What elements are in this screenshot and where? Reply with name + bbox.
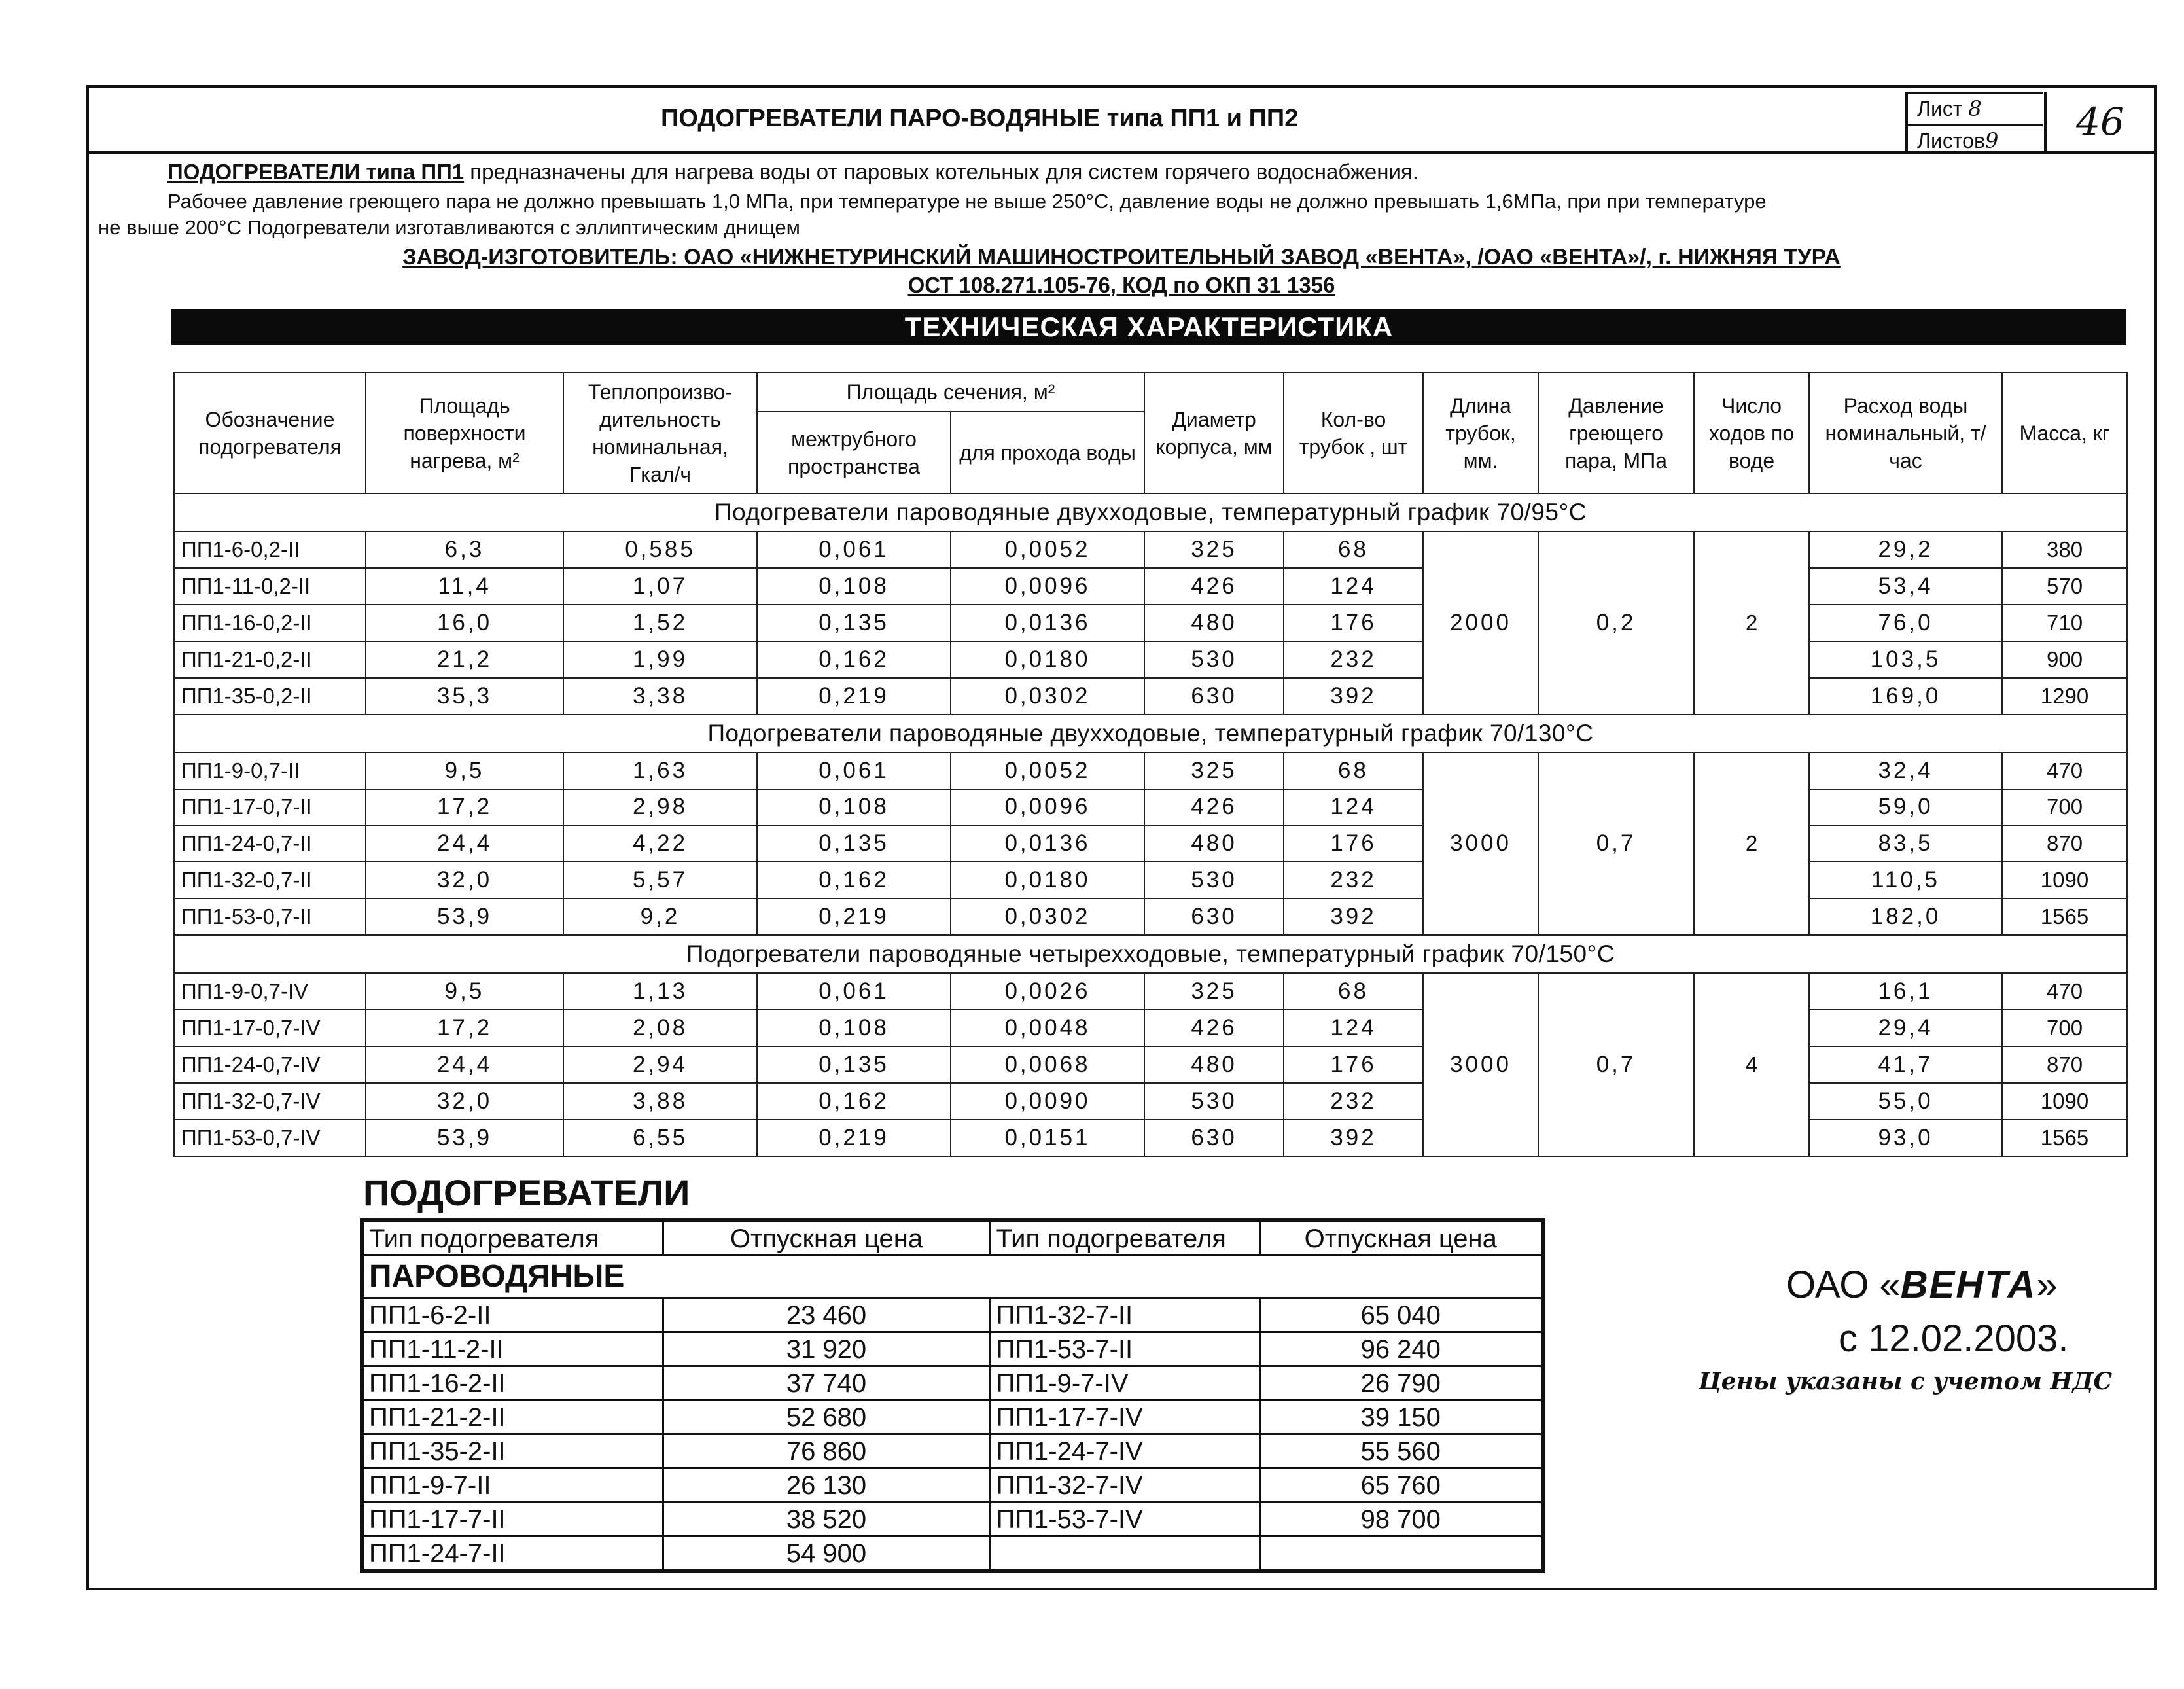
price-type-right (990, 1537, 1259, 1572)
header-area: Площадь поверхности нагрева, м² (366, 372, 563, 493)
group-row (174, 715, 2127, 753)
price-row (362, 1468, 1543, 1502)
cell-flow: 59,0 (1809, 789, 2002, 826)
cell-mass: 870 (2002, 825, 2127, 862)
group-title: Подогреватели пароводяные двухходовые, температурный график 70/95°С (174, 493, 2127, 531)
cell-heat-output: 2,08 (563, 1010, 757, 1046)
cell-designation: ПП1-21-0,2-II (174, 641, 366, 678)
price-table (360, 1218, 1545, 1573)
price-type-right: ПП1-53-7-II (990, 1332, 1259, 1366)
price-type-right: ПП1-32-7-IV (990, 1468, 1259, 1502)
table-row (174, 568, 2127, 605)
cell-water-pass: 0,0052 (951, 531, 1144, 568)
sheet-stamp (1905, 92, 2043, 152)
cell-heat-output: 4,22 (563, 825, 757, 862)
cell-intertube: 0,061 (757, 973, 951, 1010)
cell-mass: 570 (2002, 568, 2127, 605)
table-row (174, 898, 2127, 935)
cell-flow: 182,0 (1809, 898, 2002, 935)
cell-heat-output: 1,63 (563, 753, 757, 789)
cell-heat-output: 1,07 (563, 568, 757, 605)
cell-diameter: 426 (1144, 568, 1284, 605)
sheet-label: Лист (1917, 97, 1963, 120)
cell-length: 3000 (1423, 753, 1538, 936)
intro-line-2: Рабочее давление греющего пара не должно превышать 1,0 МПа, при температуре не выше 250°С, давление воды не должно превышать 1,6МПа, при при температуре (167, 190, 1767, 213)
price-type-left: ПП1-6-2-II (362, 1298, 663, 1332)
cell-intertube: 0,135 (757, 1046, 951, 1083)
price-type-left: ПП1-24-7-II (362, 1537, 663, 1572)
price-value-right: 26 790 (1259, 1366, 1543, 1400)
cell-tubes: 124 (1284, 1010, 1423, 1046)
cell-diameter: 630 (1144, 1120, 1284, 1156)
table-row (174, 973, 2127, 1010)
cell-tubes: 176 (1284, 605, 1423, 641)
cell-mass: 1565 (2002, 1120, 2127, 1156)
price-value-left: 76 860 (663, 1434, 990, 1468)
cell-diameter: 325 (1144, 973, 1284, 1010)
cell-flow: 16,1 (1809, 973, 2002, 1010)
cell-heat-output: 6,55 (563, 1120, 757, 1156)
price-value-left: 38 520 (663, 1502, 990, 1537)
cell-area: 32,0 (366, 1083, 563, 1120)
cell-area: 11,4 (366, 568, 563, 605)
cell-mass: 700 (2002, 789, 2127, 826)
cell-pressure: 0,7 (1538, 753, 1694, 936)
table-row (174, 531, 2127, 568)
page-number: 46 (2044, 92, 2154, 152)
cell-area: 17,2 (366, 789, 563, 826)
standard-line: ОСТ 108.271.105-76, КОД по ОКП 31 1356 (907, 273, 1335, 297)
header-pressure: Давление греющего пара, МПа (1538, 372, 1694, 493)
price-row (362, 1434, 1543, 1468)
cell-designation: ПП1-53-0,7-II (174, 898, 366, 935)
cell-tubes: 176 (1284, 1046, 1423, 1083)
cell-heat-output: 2,98 (563, 789, 757, 826)
cell-area: 35,3 (366, 678, 563, 715)
cell-area: 16,0 (366, 605, 563, 641)
price-type-left: ПП1-11-2-II (362, 1332, 663, 1366)
cell-tubes: 68 (1284, 973, 1423, 1010)
cell-length: 2000 (1423, 531, 1538, 715)
group-row (174, 493, 2127, 531)
header-mass: Масса, кг (2002, 372, 2127, 493)
cell-flow: 29,2 (1809, 531, 2002, 568)
cell-tubes: 392 (1284, 898, 1423, 935)
price-value-right (1259, 1537, 1543, 1572)
cell-diameter: 480 (1144, 825, 1284, 862)
cell-passes: 2 (1694, 753, 1809, 936)
intro-purpose: предназначены для нагрева воды от паровых котельных для систем горячего водоснабжения. (464, 160, 1418, 184)
cell-tubes: 124 (1284, 789, 1423, 826)
vendor-prefix: ОАО « (1786, 1264, 1901, 1306)
cell-area: 24,4 (366, 1046, 563, 1083)
vat-note: Цены указаны с учетом НДС (1699, 1368, 2113, 1395)
cell-water-pass: 0,0068 (951, 1046, 1144, 1083)
cell-mass: 700 (2002, 1010, 2127, 1046)
cell-area: 9,5 (366, 753, 563, 789)
cell-designation: ПП1-17-0,7-II (174, 789, 366, 826)
price-value-right: 96 240 (1259, 1332, 1543, 1366)
cell-designation: ПП1-32-0,7-II (174, 862, 366, 898)
cell-tubes: 232 (1284, 1083, 1423, 1120)
cell-designation: ПП1-24-0,7-II (174, 825, 366, 862)
cell-flow: 41,7 (1809, 1046, 2002, 1083)
specification-body (174, 493, 2127, 1156)
cell-flow: 93,0 (1809, 1120, 2002, 1156)
table-row (174, 789, 2127, 826)
price-type-right: ПП1-17-7-IV (990, 1400, 1259, 1434)
sheet-value: 8 (1968, 96, 1982, 121)
header-water-pass: для прохода воды (951, 412, 1144, 493)
table-row (174, 1120, 2127, 1156)
cell-intertube: 0,135 (757, 825, 951, 862)
intro-line-1 (167, 160, 1418, 185)
cell-designation: ПП1-11-0,2-II (174, 568, 366, 605)
manufacturer-line: ЗАВОД-ИЗГОТОВИТЕЛЬ: ОАО «НИЖНЕТУРИНСКИЙ МАШИНОСТРОИТЕЛЬНЫЙ ЗАВОД «ВЕНТА», /ОАО «ВЕНТА»/, г. НИЖНЯЯ ТУРА (402, 245, 1841, 270)
cell-flow: 53,4 (1809, 568, 2002, 605)
price-value-right: 39 150 (1259, 1400, 1543, 1434)
header-diameter: Диаметр корпуса, мм (1144, 372, 1284, 493)
header-heat-output: Теплопроизво-дительность номинальная, Гкал/ч (563, 372, 757, 493)
cell-water-pass: 0,0302 (951, 898, 1144, 935)
cell-mass: 710 (2002, 605, 2127, 641)
cell-diameter: 325 (1144, 531, 1284, 568)
cell-intertube: 0,162 (757, 862, 951, 898)
table-row (174, 1083, 2127, 1120)
cell-heat-output: 2,94 (563, 1046, 757, 1083)
cell-designation: ПП1-9-0,7-IV (174, 973, 366, 1010)
cell-designation: ПП1-53-0,7-IV (174, 1120, 366, 1156)
price-type-right: ПП1-24-7-IV (990, 1434, 1259, 1468)
cell-mass: 1290 (2002, 678, 2127, 715)
group-title: Подогреватели пароводяные четырехходовые, температурный график 70/150°С (174, 935, 2127, 973)
cell-intertube: 0,061 (757, 531, 951, 568)
cell-water-pass: 0,0136 (951, 825, 1144, 862)
price-row (362, 1332, 1543, 1366)
price-type-left: ПП1-16-2-II (362, 1366, 663, 1400)
price-value-right: 65 040 (1259, 1298, 1543, 1332)
intro-line-3: не выше 200°С Подогреватели изготавливаются с эллиптическим днищем (98, 216, 800, 239)
cell-tubes: 176 (1284, 825, 1423, 862)
cell-heat-output: 1,52 (563, 605, 757, 641)
price-row (362, 1366, 1543, 1400)
cell-tubes: 232 (1284, 862, 1423, 898)
price-date: с 12.02.2003. (1839, 1317, 2069, 1360)
cell-intertube: 0,219 (757, 898, 951, 935)
cell-intertube: 0,108 (757, 789, 951, 826)
price-type-left: ПП1-17-7-II (362, 1502, 663, 1537)
cell-flow: 55,0 (1809, 1083, 2002, 1120)
price-header-price-1: Отпускная цена (663, 1220, 990, 1256)
cell-tubes: 68 (1284, 531, 1423, 568)
cell-water-pass: 0,0136 (951, 605, 1144, 641)
header-section-area: Площадь сечения, м² (757, 372, 1144, 412)
cell-flow: 110,5 (1809, 862, 2002, 898)
table-row (174, 825, 2127, 862)
cell-area: 9,5 (366, 973, 563, 1010)
group-title: Подогреватели пароводяные двухходовые, температурный график 70/130°С (174, 715, 2127, 753)
price-header-type-1: Тип подогревателя (362, 1220, 663, 1256)
intro-heading: ПОДОГРЕВАТЕЛИ типа ПП1 (167, 160, 465, 184)
price-value-right: 65 760 (1259, 1468, 1543, 1502)
cell-designation: ПП1-6-0,2-II (174, 531, 366, 568)
cell-heat-output: 3,38 (563, 678, 757, 715)
price-type-left: ПП1-9-7-II (362, 1468, 663, 1502)
price-value-left: 37 740 (663, 1366, 990, 1400)
price-value-left: 23 460 (663, 1298, 990, 1332)
cell-designation: ПП1-24-0,7-IV (174, 1046, 366, 1083)
price-header-type-2: Тип подогревателя (990, 1220, 1259, 1256)
table-row (174, 862, 2127, 898)
cell-mass: 470 (2002, 753, 2127, 789)
price-row (362, 1400, 1543, 1434)
cell-tubes: 68 (1284, 753, 1423, 789)
header-length: Длина трубок, мм. (1423, 372, 1538, 493)
cell-water-pass: 0,0026 (951, 973, 1144, 1010)
cell-area: 24,4 (366, 825, 563, 862)
price-row (362, 1298, 1543, 1332)
header-passes: Число ходов по воде (1694, 372, 1809, 493)
cell-heat-output: 9,2 (563, 898, 757, 935)
specification-table (173, 372, 2128, 1157)
table-row (174, 641, 2127, 678)
cell-mass: 470 (2002, 973, 2127, 1010)
price-row (362, 1502, 1543, 1537)
cell-tubes: 392 (1284, 678, 1423, 715)
cell-diameter: 426 (1144, 789, 1284, 826)
cell-flow: 169,0 (1809, 678, 2002, 715)
cell-intertube: 0,162 (757, 641, 951, 678)
cell-water-pass: 0,0151 (951, 1120, 1144, 1156)
cell-tubes: 392 (1284, 1120, 1423, 1156)
cell-diameter: 630 (1144, 678, 1284, 715)
cell-area: 17,2 (366, 1010, 563, 1046)
cell-water-pass: 0,0090 (951, 1083, 1144, 1120)
cell-diameter: 630 (1144, 898, 1284, 935)
cell-intertube: 0,108 (757, 1010, 951, 1046)
cell-pressure: 0,7 (1538, 973, 1694, 1156)
cell-water-pass: 0,0048 (951, 1010, 1144, 1046)
price-value-left: 31 920 (663, 1332, 990, 1366)
cell-designation: ПП1-35-0,2-II (174, 678, 366, 715)
cell-intertube: 0,061 (757, 753, 951, 789)
cell-diameter: 480 (1144, 1046, 1284, 1083)
cell-diameter: 480 (1144, 605, 1284, 641)
cell-mass: 1090 (2002, 1083, 2127, 1120)
price-row (362, 1537, 1543, 1572)
vendor-suffix: » (2036, 1264, 2058, 1306)
table-row (174, 605, 2127, 641)
cell-intertube: 0,108 (757, 568, 951, 605)
price-type-left: ПП1-21-2-II (362, 1400, 663, 1434)
cell-flow: 83,5 (1809, 825, 2002, 862)
header-intertube: межтрубного пространства (757, 412, 951, 493)
cell-heat-output: 1,99 (563, 641, 757, 678)
cell-water-pass: 0,0302 (951, 678, 1144, 715)
cell-designation: ПП1-16-0,2-II (174, 605, 366, 641)
table-row (174, 753, 2127, 789)
cell-area: 6,3 (366, 531, 563, 568)
cell-tubes: 232 (1284, 641, 1423, 678)
cell-designation: ПП1-32-0,7-IV (174, 1083, 366, 1120)
vendor-logo: ВЕНТА (1900, 1264, 2037, 1306)
sheets-value: 9 (1984, 128, 1999, 153)
header-designation: Обозначение подогревателя (174, 372, 366, 493)
table-row (174, 678, 2127, 715)
cell-heat-output: 0,585 (563, 531, 757, 568)
price-list-title: ПОДОГРЕВАТЕЛИ (363, 1172, 690, 1213)
document-title: ПОДОГРЕВАТЕЛИ ПАРО-ВОДЯНЫЕ типа ПП1 и ПП2 (661, 105, 1299, 132)
cell-pressure: 0,2 (1538, 531, 1694, 715)
cell-water-pass: 0,0096 (951, 789, 1144, 826)
cell-diameter: 530 (1144, 1083, 1284, 1120)
vendor-name (1786, 1263, 2058, 1307)
cell-flow: 103,5 (1809, 641, 2002, 678)
price-type-left: ПП1-35-2-II (362, 1434, 663, 1468)
price-header-price-2: Отпускная цена (1259, 1220, 1543, 1256)
cell-mass: 1565 (2002, 898, 2127, 935)
cell-length: 3000 (1423, 973, 1538, 1156)
cell-passes: 2 (1694, 531, 1809, 715)
cell-designation: ПП1-9-0,7-II (174, 753, 366, 789)
cell-area: 53,9 (366, 898, 563, 935)
cell-heat-output: 3,88 (563, 1083, 757, 1120)
header-flow: Расход воды номинальный, т/час (1809, 372, 2002, 493)
table-row (174, 1046, 2127, 1083)
cell-flow: 32,4 (1809, 753, 2002, 789)
price-value-right: 98 700 (1259, 1502, 1543, 1537)
cell-mass: 870 (2002, 1046, 2127, 1083)
cell-diameter: 530 (1144, 641, 1284, 678)
cell-water-pass: 0,0180 (951, 641, 1144, 678)
price-type-right: ПП1-9-7-IV (990, 1366, 1259, 1400)
table-row (174, 1010, 2127, 1046)
header-tubes: Кол-во трубок , шт (1284, 372, 1423, 493)
cell-intertube: 0,162 (757, 1083, 951, 1120)
cell-area: 32,0 (366, 862, 563, 898)
price-value-right: 55 560 (1259, 1434, 1543, 1468)
cell-water-pass: 0,0096 (951, 568, 1144, 605)
price-type-right: ПП1-32-7-II (990, 1298, 1259, 1332)
price-section-title: ПАРОВОДЯНЫЕ (362, 1256, 1543, 1298)
price-value-left: 54 900 (663, 1537, 990, 1572)
cell-flow: 29,4 (1809, 1010, 2002, 1046)
cell-mass: 900 (2002, 641, 2127, 678)
cell-water-pass: 0,0052 (951, 753, 1144, 789)
cell-area: 53,9 (366, 1120, 563, 1156)
cell-diameter: 426 (1144, 1010, 1284, 1046)
cell-intertube: 0,219 (757, 678, 951, 715)
cell-intertube: 0,135 (757, 605, 951, 641)
price-body (362, 1220, 1543, 1571)
cell-intertube: 0,219 (757, 1120, 951, 1156)
cell-heat-output: 5,57 (563, 862, 757, 898)
cell-heat-output: 1,13 (563, 973, 757, 1010)
price-value-left: 26 130 (663, 1468, 990, 1502)
cell-mass: 1090 (2002, 862, 2127, 898)
section-banner: ТЕХНИЧЕСКАЯ ХАРАКТЕРИСТИКА (171, 309, 2126, 345)
price-type-right: ПП1-53-7-IV (990, 1502, 1259, 1537)
cell-tubes: 124 (1284, 568, 1423, 605)
cell-diameter: 530 (1144, 862, 1284, 898)
cell-diameter: 325 (1144, 753, 1284, 789)
cell-area: 21,2 (366, 641, 563, 678)
sheets-label: Листов (1917, 129, 1985, 152)
price-value-left: 52 680 (663, 1400, 990, 1434)
cell-water-pass: 0,0180 (951, 862, 1144, 898)
group-row (174, 935, 2127, 973)
cell-passes: 4 (1694, 973, 1809, 1156)
cell-flow: 76,0 (1809, 605, 2002, 641)
cell-mass: 380 (2002, 531, 2127, 568)
cell-designation: ПП1-17-0,7-IV (174, 1010, 366, 1046)
